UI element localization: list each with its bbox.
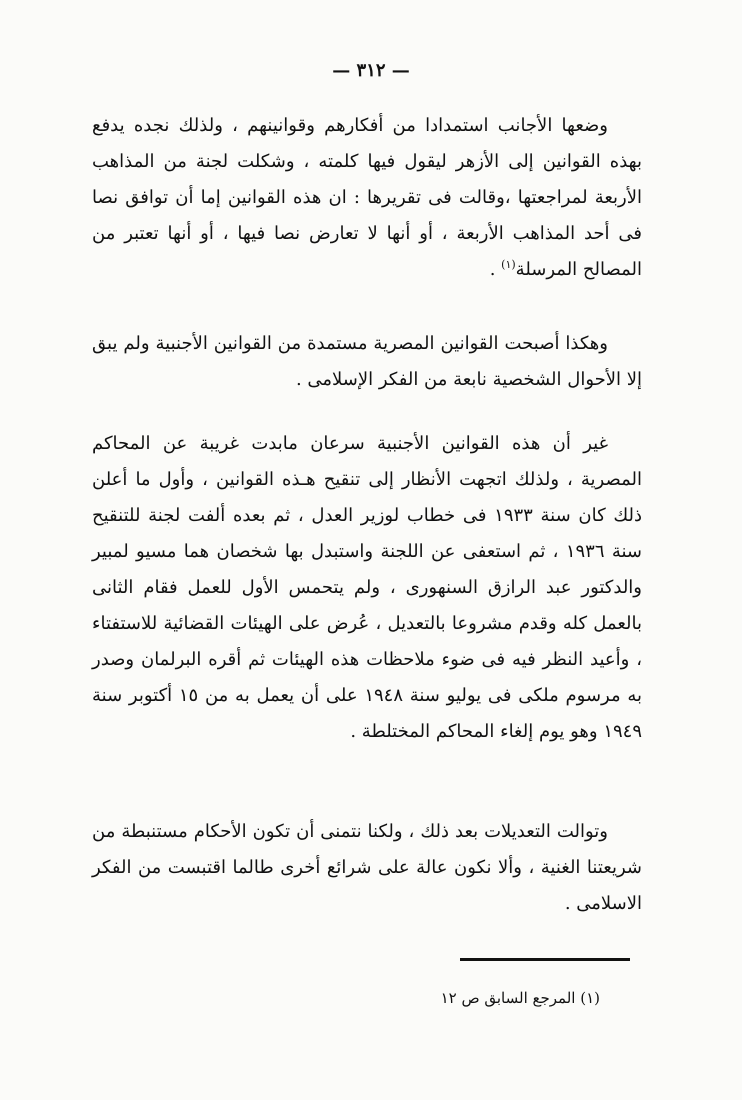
paragraph-3-text: غير أن هذه القوانين الأجنبية سرعان مابدت غريبة عن المحاكم المصرية ، ولذلك اتجهت الأنظار إلى تنقيح هـذه القوانين ، وأول ما أعلن ذلك كان سنة ١٩٣٣ فى خطاب لوزير العدل ، ثم بعده ألفت لجنة للتنقيح سنة ١٩٣٦ ، ثم استعفى عن اللجنة واستبدل بها شخصان هما مسيو لمبير والدكتور عبد الرازق السنهورى ، ولم يتحمس الأول للعمل فقام الثانى بالعمل كله وقدم مشروعا بالتعديل ، عُرض على الهيئات القضائية للاستفتاء ، وأعيد النظر فيه فى ضوء ملاحظات هذه الهيئات ثم أقره البرلمان وصدر به مرسوم ملكى فى يوليو سنة ١٩٤٨ على أن يعمل به من ١٥ أكتوبر سنة ١٩٤٩ وهو يوم إلغاء المحاكم المختلطة . <box>92 433 642 742</box>
paragraph-4-text: وتوالت التعديلات بعد ذلك ، ولكنا نتمنى أن تكون الأحكام مستنبطة من شريعتنا الغنية ، وألا نكون عالة على شرائع أخرى طالما اقتبست من الفكر الاسلامى . <box>92 821 642 914</box>
footnote-reference: (١) <box>501 258 516 271</box>
paragraph-4 <box>92 814 642 922</box>
paragraph-1-ending: . <box>489 259 502 280</box>
paragraph-1-body: وضعها الأجانب استمدادا من أفكارهم وقوانينهم ، ولذلك نجده يدفع بهذه القوانين إلى الأزهر ليقول فيها كلمته ، وشكلت لجنة من المذاهب الأربعة لمراجعتها ،وقالت فى تقريرها : ان هذه القوانين إما أن توافق نصا فى أحد المذاهب الأربعة ، أو أنها لا تعارض نصا فيها ، أو أنها تعتبر من المصالح المرسلة <box>92 115 642 280</box>
paragraph-2 <box>92 326 642 398</box>
page-number: — ٣١٢ — <box>332 60 410 81</box>
footnote: (١) المرجع السابق ص ١٢ <box>440 989 600 1007</box>
paragraph-1 <box>92 108 642 288</box>
paragraph-3 <box>92 426 642 750</box>
paragraph-2-text: وهكذا أصبحت القوانين المصرية مستمدة من القوانين الأجنبية ولم يبق إلا الأحوال الشخصية نابعة من الفكر الإسلامى . <box>92 333 642 390</box>
footnote-divider <box>460 958 630 961</box>
paragraph-1-text <box>92 108 642 288</box>
